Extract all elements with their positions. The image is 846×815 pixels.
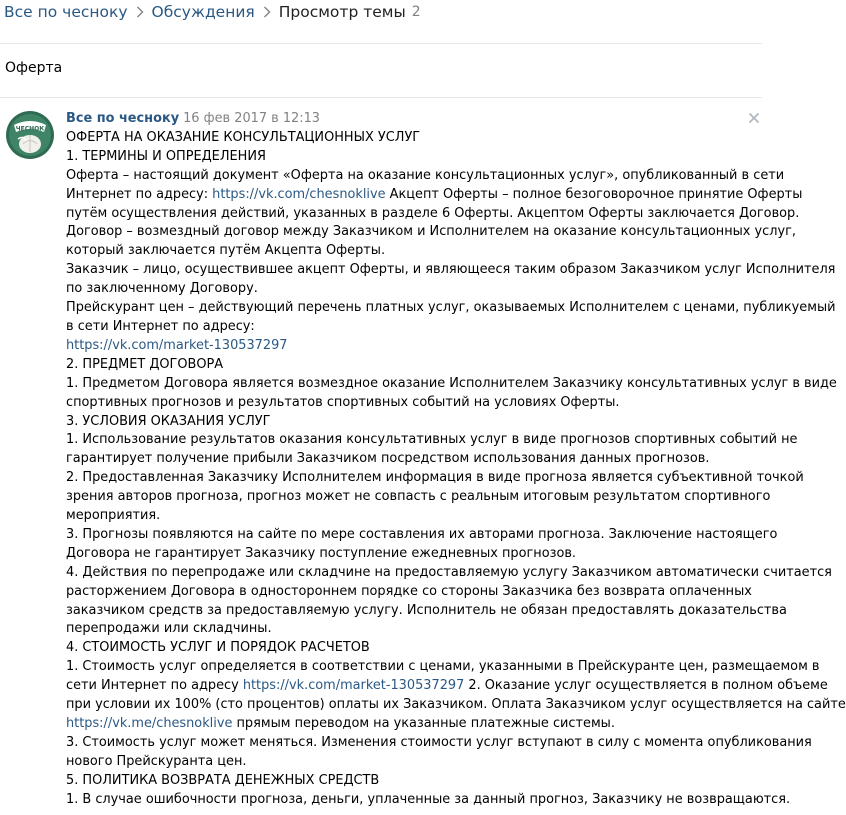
post-line [66, 261, 836, 280]
post-text: 1. Стоимость услуг определяется в соответствии с ценами, указанными в Прейскуранте цен, размещаемом в [66, 659, 820, 675]
post-text: 5. ПОЛИТИКА ВОЗВРАТА ДЕНЕЖНЫХ СРЕДСТВ [66, 772, 380, 788]
post-text: 1. ТЕРМИНЫ И ОПРЕДЕЛЕНИЯ [66, 148, 266, 164]
post-text: в сети Интернет по адресу: [66, 318, 255, 334]
post-body [66, 129, 846, 810]
post-text: Акцепт Оферты – полное безоговорочное принятие Оферты [385, 186, 803, 202]
post-line [66, 507, 760, 526]
post-line [66, 734, 812, 753]
post-line [66, 394, 760, 413]
breadcrumb-discussions-link[interactable]: Обсуждения [151, 3, 255, 21]
post-author-link[interactable]: Все по чесноку [66, 111, 180, 126]
post-line [66, 620, 760, 639]
post-line [66, 677, 828, 696]
post-text: 3. Стоимость услуг может меняться. Изменения стоимости услуг вступают в силу с момента опубликования [66, 734, 812, 750]
post-text: мероприятия. [66, 508, 161, 524]
post-link[interactable]: https://vk.me/chesnoklive [66, 716, 233, 731]
post-text: сети Интернет по адресу [66, 678, 243, 694]
title-divider [0, 97, 762, 98]
post-line [66, 715, 760, 734]
post-text: ОФЕРТА НА ОКАЗАНИЕ КОНСУЛЬТАЦИОННЫХ УСЛУГ [66, 129, 421, 145]
post-text: расторжением Договора в одностороннем порядке со стороны Заказчика без возврата оплаченных [66, 583, 752, 599]
post-text: Оферта – настоящий документ «Оферта на оказание консультационных услуг», опубликованный в сети [66, 167, 785, 183]
post-line [66, 791, 791, 810]
post-line [66, 488, 771, 507]
post-line [66, 658, 820, 677]
post-text: зрения авторов прогноза, прогноз может не совпасть с реальным итоговым результатом спортивного [66, 489, 771, 505]
post-line [66, 148, 760, 167]
header-divider [0, 43, 762, 44]
breadcrumb [4, 0, 421, 24]
post-line [66, 337, 760, 356]
garlic-logo-icon [6, 111, 54, 159]
post-text: Договор – возмездный договор между Заказчиком и Исполнителем на оказание консультационных услуг, [66, 224, 796, 240]
post [66, 110, 846, 810]
post-text: 1. В случае ошибочности прогноза, деньги, уплаченные за данный прогноз, Заказчику не возвращаются. [66, 791, 791, 807]
post-text: Заказчик – лицо, осуществившее акцепт Оферты, и являющееся таким образом Заказчиком услуг Исполнителя [66, 262, 836, 278]
post-line [66, 129, 760, 148]
post-line [66, 545, 760, 564]
post-text: 4. СТОИМОСТЬ УСЛУГ И ПОРЯДОК РАСЧЕТОВ [66, 640, 370, 656]
post-line [66, 602, 787, 621]
post-line [66, 413, 760, 432]
post-text: 4. Действия по перепродаже или складчине на предоставляемую услугу Заказчиком автоматически считается [66, 564, 832, 580]
post-text: 1. Использование результатов оказания консультативных услуг в виде прогнозов спортивных событий не [66, 432, 798, 448]
post-count: 2 [411, 4, 421, 20]
post-line [66, 450, 760, 469]
post-line [66, 299, 836, 318]
post-line [66, 186, 803, 205]
post-line [66, 318, 760, 337]
post-text: 2. ПРЕДМЕТ ДОГОВОРА [66, 356, 224, 372]
post-line [66, 469, 804, 488]
post-date-link[interactable]: 16 фев 2017 в 12:13 [183, 111, 321, 126]
post-line [66, 375, 837, 394]
post-link[interactable]: https://vk.com/chesnoklive [212, 186, 386, 202]
chevron-right-icon [128, 0, 152, 24]
topic-title: Оферта [5, 60, 63, 76]
post-line [66, 564, 832, 583]
post-line [66, 753, 760, 772]
post-text: заказчиком средств за предоставляемую услугу. Исполнитель не обязан предоставлять доказательства [66, 602, 787, 618]
post-text: по заключенному Договору. [66, 281, 258, 297]
post-text: который заключается путём Акцепта Оферты. [66, 243, 386, 259]
post-line [66, 280, 760, 299]
post-line [66, 205, 800, 224]
post-link[interactable]: https://vk.com/market-130537297 [66, 337, 288, 353]
post-text: Прейскурант цен – действующий перечень платных услуг, оказываемых Исполнителем с ценами, публикуемый [66, 300, 836, 316]
post-text: нового Прейскуранта цен. [66, 753, 247, 769]
post-line [66, 356, 760, 375]
post-line [66, 696, 846, 715]
post-text: гарантирует получение прибыли Заказчиком посредством использования данных прогнозов. [66, 451, 710, 467]
post-text: Интернет по адресу: [66, 186, 213, 202]
post-link[interactable]: https://vk.com/market-130537297 [242, 678, 465, 694]
post-text: при условии их 100% (сто процентов) оплаты их Заказчиком. Оплата Заказчиком услуг осуществляется на сайте [66, 697, 846, 713]
chevron-right-icon [255, 0, 279, 24]
post-text: 2. Оказание услуг осуществляется в полном объеме [464, 678, 828, 694]
post-text: спортивных прогнозов и результатов спортивных событий на условиях Оферты. [66, 394, 620, 410]
post-line [66, 639, 760, 658]
avatar[interactable] [6, 111, 54, 159]
post-text: 1. Предметом Договора является возмездное оказание Исполнителем Заказчику консультативных услуг в виде [66, 375, 837, 391]
post-line [66, 772, 760, 791]
post-text: Договора не гарантирует Заказчику поступление ежедневных прогнозов. [66, 545, 577, 561]
breadcrumb-community-link[interactable]: Все по чесноку [4, 3, 128, 21]
post-text: путём осуществления действий, указанных в разделе 6 Оферты. Акцептом Оферты заключается Договор. [66, 205, 800, 221]
post-text: 2. Предоставленная Заказчику Исполнителем информация в виде прогноза является субъективной точкой [66, 470, 804, 486]
post-line [66, 526, 778, 545]
post-line [66, 583, 760, 602]
post-line [66, 242, 760, 261]
post-text: 3. УСЛОВИЯ ОКАЗАНИЯ УСЛУГ [66, 413, 271, 429]
post-text: 3. Прогнозы появляются на сайте по мере составления их авторами прогноза. Заключение настоящего [66, 526, 778, 542]
avatar-logo-text: ЧЕСНОК [15, 125, 45, 133]
post-line [66, 167, 785, 186]
post-line [66, 431, 798, 450]
post-header [66, 110, 760, 129]
breadcrumb-current: Просмотр темы [278, 3, 406, 21]
post-text: прямым переводом на указанные платежные системы. [232, 716, 615, 731]
post-line [66, 223, 796, 242]
post-text: перепродажи или складчины. [66, 621, 272, 637]
